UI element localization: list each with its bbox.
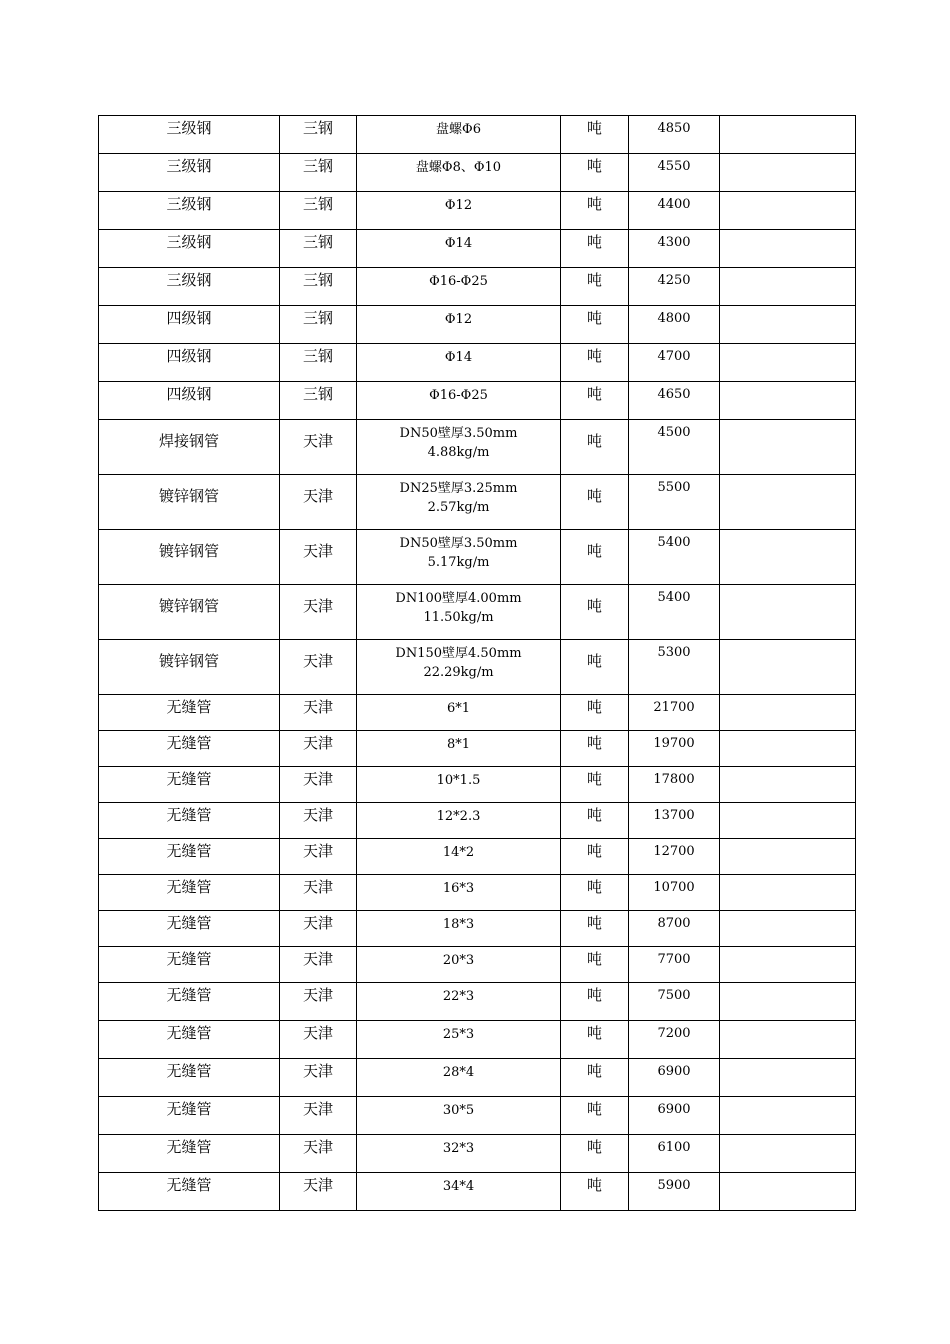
spec-cell: 12*2.3 (357, 803, 561, 839)
note-cell (720, 382, 856, 420)
price-cell: 7500 (629, 983, 720, 1021)
price-cell: 4250 (629, 268, 720, 306)
spec-cell: 14*2 (357, 839, 561, 875)
table-row (99, 306, 856, 344)
origin-cell: 天津 (280, 947, 357, 983)
note-cell (720, 640, 856, 695)
unit-cell: 吨 (561, 268, 629, 306)
note-cell (720, 767, 856, 803)
price-cell: 4300 (629, 230, 720, 268)
spec-cell: 30*5 (357, 1097, 561, 1135)
table-row (99, 875, 856, 911)
material-name-cell: 三级钢 (99, 192, 280, 230)
price-cell: 5300 (629, 640, 720, 695)
unit-cell: 吨 (561, 983, 629, 1021)
material-name-cell: 无缝管 (99, 1059, 280, 1097)
note-cell (720, 947, 856, 983)
material-name-cell: 无缝管 (99, 1135, 280, 1173)
table-row (99, 839, 856, 875)
table-row (99, 803, 856, 839)
note-cell (720, 530, 856, 585)
unit-cell: 吨 (561, 1135, 629, 1173)
note-cell (720, 585, 856, 640)
material-name-cell: 四级钢 (99, 306, 280, 344)
unit-cell: 吨 (561, 911, 629, 947)
spec-cell: Φ14 (357, 344, 561, 382)
origin-cell: 天津 (280, 530, 357, 585)
origin-cell: 天津 (280, 1173, 357, 1211)
origin-cell: 三钢 (280, 306, 357, 344)
price-cell: 6900 (629, 1059, 720, 1097)
material-name-cell: 无缝管 (99, 731, 280, 767)
spec-cell: 34*4 (357, 1173, 561, 1211)
price-cell: 7700 (629, 947, 720, 983)
spec-cell: Φ16-Φ25 (357, 268, 561, 306)
material-name-cell: 四级钢 (99, 382, 280, 420)
material-name-cell: 无缝管 (99, 983, 280, 1021)
table-row (99, 154, 856, 192)
table-row (99, 983, 856, 1021)
spec-cell: 10*1.5 (357, 767, 561, 803)
spec-cell: 6*1 (357, 695, 561, 731)
spec-cell: 16*3 (357, 875, 561, 911)
material-name-cell: 无缝管 (99, 695, 280, 731)
material-name-cell: 镀锌钢管 (99, 475, 280, 530)
table-row (99, 911, 856, 947)
origin-cell: 三钢 (280, 382, 357, 420)
origin-cell: 天津 (280, 640, 357, 695)
note-cell (720, 731, 856, 767)
table-row (99, 585, 856, 640)
spec-cell: DN25壁厚3.25mm 2.57kg/m (357, 475, 561, 530)
table-body (99, 116, 856, 1211)
origin-cell: 天津 (280, 420, 357, 475)
unit-cell: 吨 (561, 1021, 629, 1059)
material-name-cell: 无缝管 (99, 1097, 280, 1135)
material-name-cell: 镀锌钢管 (99, 640, 280, 695)
origin-cell: 天津 (280, 1021, 357, 1059)
table-row (99, 1021, 856, 1059)
table-row (99, 230, 856, 268)
spec-cell: Φ16-Φ25 (357, 382, 561, 420)
price-table (98, 115, 856, 1211)
table-row (99, 344, 856, 382)
table-row (99, 475, 856, 530)
table-row (99, 1097, 856, 1135)
origin-cell: 天津 (280, 767, 357, 803)
note-cell (720, 344, 856, 382)
note-cell (720, 116, 856, 154)
material-name-cell: 无缝管 (99, 1173, 280, 1211)
origin-cell: 三钢 (280, 230, 357, 268)
spec-cell: DN100壁厚4.00mm 11.50kg/m (357, 585, 561, 640)
origin-cell: 天津 (280, 695, 357, 731)
unit-cell: 吨 (561, 839, 629, 875)
note-cell (720, 1173, 856, 1211)
table-row (99, 731, 856, 767)
table-row (99, 268, 856, 306)
note-cell (720, 803, 856, 839)
note-cell (720, 1021, 856, 1059)
price-cell: 6100 (629, 1135, 720, 1173)
material-name-cell: 无缝管 (99, 767, 280, 803)
unit-cell: 吨 (561, 767, 629, 803)
table-row (99, 382, 856, 420)
spec-cell: DN150壁厚4.50mm 22.29kg/m (357, 640, 561, 695)
spec-cell: 28*4 (357, 1059, 561, 1097)
spec-cell: 18*3 (357, 911, 561, 947)
material-name-cell: 三级钢 (99, 268, 280, 306)
price-cell: 5400 (629, 530, 720, 585)
note-cell (720, 983, 856, 1021)
price-cell: 12700 (629, 839, 720, 875)
note-cell (720, 154, 856, 192)
material-name-cell: 焊接钢管 (99, 420, 280, 475)
price-cell: 17800 (629, 767, 720, 803)
table-row (99, 530, 856, 585)
unit-cell: 吨 (561, 382, 629, 420)
spec-cell: 22*3 (357, 983, 561, 1021)
material-name-cell: 无缝管 (99, 839, 280, 875)
note-cell (720, 1059, 856, 1097)
material-name-cell: 无缝管 (99, 875, 280, 911)
material-name-cell: 无缝管 (99, 947, 280, 983)
table-row (99, 767, 856, 803)
price-cell: 4800 (629, 306, 720, 344)
spec-cell: Φ12 (357, 192, 561, 230)
unit-cell: 吨 (561, 230, 629, 268)
table-row (99, 640, 856, 695)
price-cell: 10700 (629, 875, 720, 911)
price-cell: 4700 (629, 344, 720, 382)
origin-cell: 三钢 (280, 344, 357, 382)
origin-cell: 天津 (280, 475, 357, 530)
price-cell: 5500 (629, 475, 720, 530)
material-name-cell: 四级钢 (99, 344, 280, 382)
material-name-cell: 三级钢 (99, 154, 280, 192)
origin-cell: 天津 (280, 1059, 357, 1097)
table-row (99, 1135, 856, 1173)
unit-cell: 吨 (561, 530, 629, 585)
material-name-cell: 无缝管 (99, 911, 280, 947)
note-cell (720, 192, 856, 230)
unit-cell: 吨 (561, 803, 629, 839)
price-cell: 4400 (629, 192, 720, 230)
unit-cell: 吨 (561, 640, 629, 695)
spec-cell: Φ12 (357, 306, 561, 344)
unit-cell: 吨 (561, 192, 629, 230)
price-cell: 19700 (629, 731, 720, 767)
price-cell: 5900 (629, 1173, 720, 1211)
spec-cell: 8*1 (357, 731, 561, 767)
price-cell: 13700 (629, 803, 720, 839)
spec-cell: 盘螺Φ6 (357, 116, 561, 154)
note-cell (720, 475, 856, 530)
origin-cell: 三钢 (280, 116, 357, 154)
spec-cell: DN50壁厚3.50mm 5.17kg/m (357, 530, 561, 585)
material-name-cell: 三级钢 (99, 230, 280, 268)
spec-cell: Φ14 (357, 230, 561, 268)
spec-cell: 25*3 (357, 1021, 561, 1059)
material-name-cell: 三级钢 (99, 116, 280, 154)
price-cell: 4850 (629, 116, 720, 154)
unit-cell: 吨 (561, 695, 629, 731)
price-cell: 7200 (629, 1021, 720, 1059)
material-name-cell: 无缝管 (99, 803, 280, 839)
unit-cell: 吨 (561, 1097, 629, 1135)
origin-cell: 天津 (280, 839, 357, 875)
price-cell: 21700 (629, 695, 720, 731)
price-cell: 8700 (629, 911, 720, 947)
table-row (99, 695, 856, 731)
price-cell: 4500 (629, 420, 720, 475)
origin-cell: 三钢 (280, 192, 357, 230)
unit-cell: 吨 (561, 154, 629, 192)
origin-cell: 天津 (280, 585, 357, 640)
table-row (99, 116, 856, 154)
material-name-cell: 镀锌钢管 (99, 585, 280, 640)
unit-cell: 吨 (561, 420, 629, 475)
origin-cell: 天津 (280, 803, 357, 839)
unit-cell: 吨 (561, 875, 629, 911)
note-cell (720, 911, 856, 947)
note-cell (720, 695, 856, 731)
spec-cell: 20*3 (357, 947, 561, 983)
origin-cell: 天津 (280, 911, 357, 947)
price-cell: 6900 (629, 1097, 720, 1135)
origin-cell: 天津 (280, 875, 357, 911)
price-cell: 5400 (629, 585, 720, 640)
unit-cell: 吨 (561, 1173, 629, 1211)
note-cell (720, 1097, 856, 1135)
table-row (99, 1059, 856, 1097)
origin-cell: 天津 (280, 731, 357, 767)
table-row (99, 420, 856, 475)
unit-cell: 吨 (561, 306, 629, 344)
spec-cell: 32*3 (357, 1135, 561, 1173)
origin-cell: 天津 (280, 983, 357, 1021)
origin-cell: 三钢 (280, 154, 357, 192)
origin-cell: 天津 (280, 1135, 357, 1173)
note-cell (720, 875, 856, 911)
note-cell (720, 306, 856, 344)
note-cell (720, 230, 856, 268)
table-row (99, 192, 856, 230)
unit-cell: 吨 (561, 731, 629, 767)
unit-cell: 吨 (561, 1059, 629, 1097)
unit-cell: 吨 (561, 475, 629, 530)
note-cell (720, 839, 856, 875)
table-row (99, 1173, 856, 1211)
material-name-cell: 无缝管 (99, 1021, 280, 1059)
unit-cell: 吨 (561, 116, 629, 154)
spec-cell: 盘螺Φ8、Φ10 (357, 154, 561, 192)
spec-cell: DN50壁厚3.50mm 4.88kg/m (357, 420, 561, 475)
note-cell (720, 1135, 856, 1173)
price-cell: 4650 (629, 382, 720, 420)
material-name-cell: 镀锌钢管 (99, 530, 280, 585)
table-row (99, 947, 856, 983)
note-cell (720, 268, 856, 306)
origin-cell: 三钢 (280, 268, 357, 306)
unit-cell: 吨 (561, 344, 629, 382)
price-cell: 4550 (629, 154, 720, 192)
unit-cell: 吨 (561, 947, 629, 983)
note-cell (720, 420, 856, 475)
origin-cell: 天津 (280, 1097, 357, 1135)
unit-cell: 吨 (561, 585, 629, 640)
